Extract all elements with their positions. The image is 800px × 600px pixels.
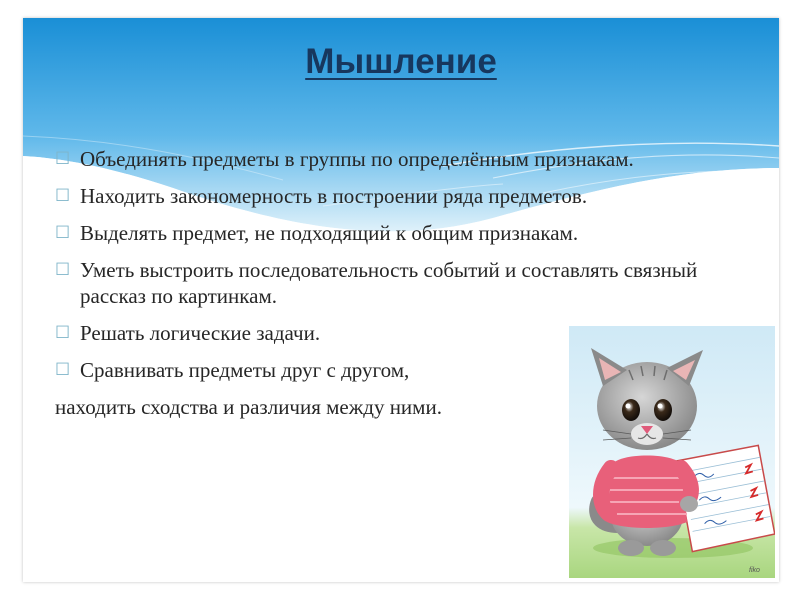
- list-item: [49, 257, 749, 309]
- checkbox-bullet-icon: ☐: [55, 223, 71, 243]
- list-item-text: Уметь выстроить последовательность событий и составлять связный рассказ по картинкам.: [80, 258, 698, 308]
- checkbox-bullet-icon: ☐: [55, 260, 71, 280]
- list-item-text: Находить закономерность в построении ряда предметов.: [80, 184, 588, 208]
- checkbox-bullet-icon: ☐: [55, 149, 71, 169]
- list-item-text: Сравнивать предметы друг с другом,: [80, 358, 410, 382]
- list-item-continuation: находить сходства и различия между ними.: [55, 395, 442, 419]
- slide-title: Мышление: [305, 42, 497, 81]
- kitten-illustration: [569, 326, 775, 578]
- list-item: [49, 183, 749, 209]
- checkbox-bullet-icon: ☐: [55, 360, 71, 380]
- list-item-text: Решать логические задачи.: [80, 321, 321, 345]
- checkbox-bullet-icon: ☐: [55, 323, 71, 343]
- list-item-text: Объединять предметы в группы по определённым признакам.: [80, 147, 634, 171]
- slide: [23, 18, 779, 582]
- checkbox-bullet-icon: ☐: [55, 186, 71, 206]
- list-item: [49, 220, 749, 246]
- list-item-text: Выделять предмет, не подходящий к общим признакам.: [80, 221, 579, 245]
- illustration-signature: fiko: [749, 567, 760, 574]
- list-item: [49, 146, 749, 172]
